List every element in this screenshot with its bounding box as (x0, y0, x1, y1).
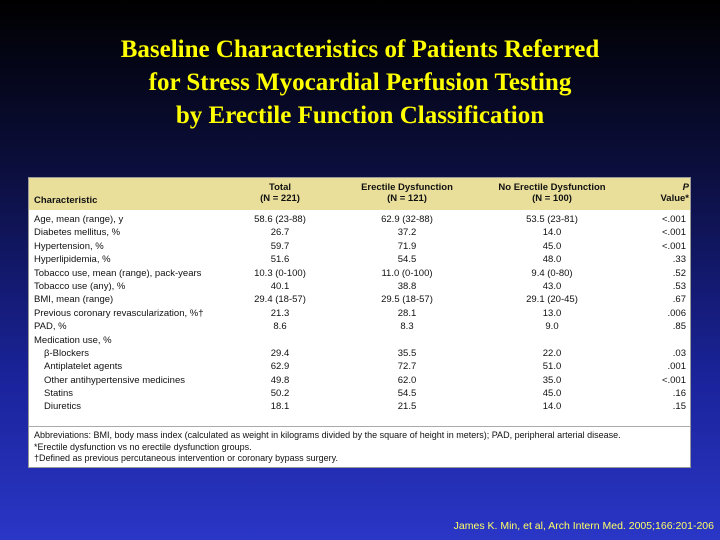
header-ed-line2: (N = 121) (387, 193, 427, 204)
cell-ed: 29.5 (18-57) (381, 294, 433, 306)
cell-ed: 21.5 (397, 401, 417, 413)
cell-total: 62.9 (270, 361, 290, 373)
header-p-line2: Value* (660, 193, 689, 204)
cell-ed: 8.3 (400, 321, 414, 333)
cell-characteristic: Statins (44, 388, 74, 400)
cell-characteristic: BMI, mean (range) (34, 294, 114, 306)
table-footnotes (29, 426, 690, 465)
characteristics-table (28, 177, 691, 468)
cell-characteristic: Antiplatelet agents (44, 361, 123, 373)
cell-total: 29.4 (18-57) (254, 294, 306, 306)
title-line-2: for Stress Myocardial Perfusion Testing (148, 69, 572, 96)
cell-characteristic: Tobacco use (any), % (34, 280, 126, 292)
cell-p: .03 (672, 347, 686, 359)
cell-ned: 22.0 (542, 347, 562, 359)
title-line-3: by Erectile Function Classification (175, 102, 545, 129)
cell-ned: 45.0 (542, 240, 562, 252)
cell-total: 50.2 (270, 388, 290, 400)
cell-p: .85 (672, 321, 686, 333)
cell-p: .53 (672, 280, 686, 292)
cell-p: .16 (672, 388, 686, 400)
cell-ned: 53.5 (23-81) (526, 214, 578, 225)
cell-characteristic: Medication use, % (34, 334, 112, 346)
cell-characteristic: Hypertension, % (34, 240, 104, 252)
footnote-star: *Erectile dysfunction vs no erectile dysfunction groups. (34, 441, 252, 452)
cell-characteristic: Hyperlipidemia, % (34, 254, 111, 266)
cell-total: 59.7 (270, 240, 290, 252)
cell-ed: 62.9 (32-88) (381, 214, 433, 225)
header-ned (487, 182, 617, 204)
cell-p: <.001 (661, 374, 686, 386)
cell-ed: 54.5 (397, 254, 417, 266)
citation: James K. Min, et al, Arch Intern Med. 2005;166:201-206 (453, 520, 714, 532)
cell-total: 26.7 (270, 227, 290, 239)
cell-ed: 54.5 (397, 388, 417, 400)
title-line-1: Baseline Characteristics of Patients Referred (120, 36, 600, 63)
slide-title (0, 33, 720, 132)
header-total (235, 182, 325, 204)
table-row (29, 293, 690, 306)
footnote-dagger: †Defined as previous percutaneous intervention or coronary bypass surgery. (34, 453, 339, 463)
cell-ned: 35.0 (542, 374, 562, 386)
header-p-line1: P (682, 182, 689, 193)
cell-characteristic: Diuretics (44, 401, 81, 413)
table-row (29, 374, 690, 387)
cell-total: 51.6 (270, 254, 290, 266)
cell-total: 21.3 (270, 307, 290, 319)
cell-ed: 72.7 (397, 361, 417, 373)
cell-characteristic: Previous coronary revascularization, %† (34, 307, 204, 319)
cell-p: .006 (667, 307, 686, 319)
cell-characteristic: PAD, % (34, 321, 67, 333)
header-ed (352, 182, 462, 204)
header-total-line1: Total (269, 182, 291, 193)
table-row (29, 240, 690, 253)
header-ned-line1: No Erectile Dysfunction (498, 182, 606, 193)
header-p-value (649, 182, 689, 204)
cell-ned: 9.0 (545, 321, 559, 333)
cell-ned: 29.1 (20-45) (526, 294, 578, 306)
cell-characteristic: Other antihypertensive medicines (44, 374, 185, 386)
cell-p: .33 (672, 254, 686, 266)
cell-p: .001 (667, 361, 686, 373)
table-row (29, 307, 690, 320)
header-ned-line2: (N = 100) (532, 193, 572, 204)
cell-total: 29.4 (270, 347, 290, 359)
cell-p: .67 (672, 294, 686, 306)
cell-total: 8.6 (273, 321, 287, 333)
cell-p: .15 (672, 401, 686, 413)
cell-ned: 9.4 (0-80) (531, 267, 573, 279)
cell-total: 18.1 (270, 401, 290, 413)
table-row (29, 253, 690, 266)
cell-p: .52 (672, 267, 686, 279)
table-row (29, 334, 690, 347)
cell-ned: 14.0 (542, 401, 562, 413)
table-row (29, 267, 690, 280)
cell-ed: 38.8 (397, 280, 417, 292)
header-ed-line1: Erectile Dysfunction (361, 182, 453, 193)
table-row (29, 320, 690, 333)
footnote-abbreviations: Abbreviations: BMI, body mass index (calculated as weight in kilograms divided by the square of height in meters); PAD, peripheral arterial disease. (34, 430, 621, 440)
header-characteristic: Characteristic (34, 195, 98, 206)
cell-characteristic: Age, mean (range), y (34, 214, 124, 225)
cell-ed: 62.0 (397, 374, 417, 386)
cell-characteristic: β-Blockers (44, 347, 90, 359)
cell-total: 49.8 (270, 374, 290, 386)
cell-ned: 13.0 (542, 307, 562, 319)
cell-ned: 45.0 (542, 388, 562, 400)
cell-total: 10.3 (0-100) (254, 267, 306, 279)
cell-p: <.001 (661, 240, 686, 252)
table-row (29, 213, 690, 226)
cell-ned: 14.0 (542, 227, 562, 239)
table-row (29, 360, 690, 373)
cell-ned: 51.0 (542, 361, 562, 373)
cell-ed: 71.9 (397, 240, 417, 252)
cell-total: 58.6 (23-88) (254, 214, 306, 225)
table-row (29, 387, 690, 400)
table-body (29, 213, 690, 414)
table-row (29, 347, 690, 360)
cell-ed: 35.5 (397, 347, 417, 359)
cell-total: 40.1 (270, 280, 290, 292)
cell-p: <.001 (661, 227, 686, 239)
cell-ed: 11.0 (0-100) (381, 267, 433, 279)
cell-ned: 43.0 (542, 280, 562, 292)
cell-characteristic: Diabetes mellitus, % (34, 227, 121, 239)
cell-ed: 28.1 (397, 307, 417, 319)
cell-ned: 48.0 (542, 254, 562, 266)
table-row (29, 226, 690, 239)
table-row (29, 280, 690, 293)
header-total-line2: (N = 221) (260, 193, 300, 204)
cell-characteristic: Tobacco use, mean (range), pack-years (34, 267, 202, 279)
table-row (29, 400, 690, 413)
cell-ed: 37.2 (397, 227, 417, 239)
table-header (29, 178, 690, 210)
cell-p: <.001 (661, 214, 686, 225)
